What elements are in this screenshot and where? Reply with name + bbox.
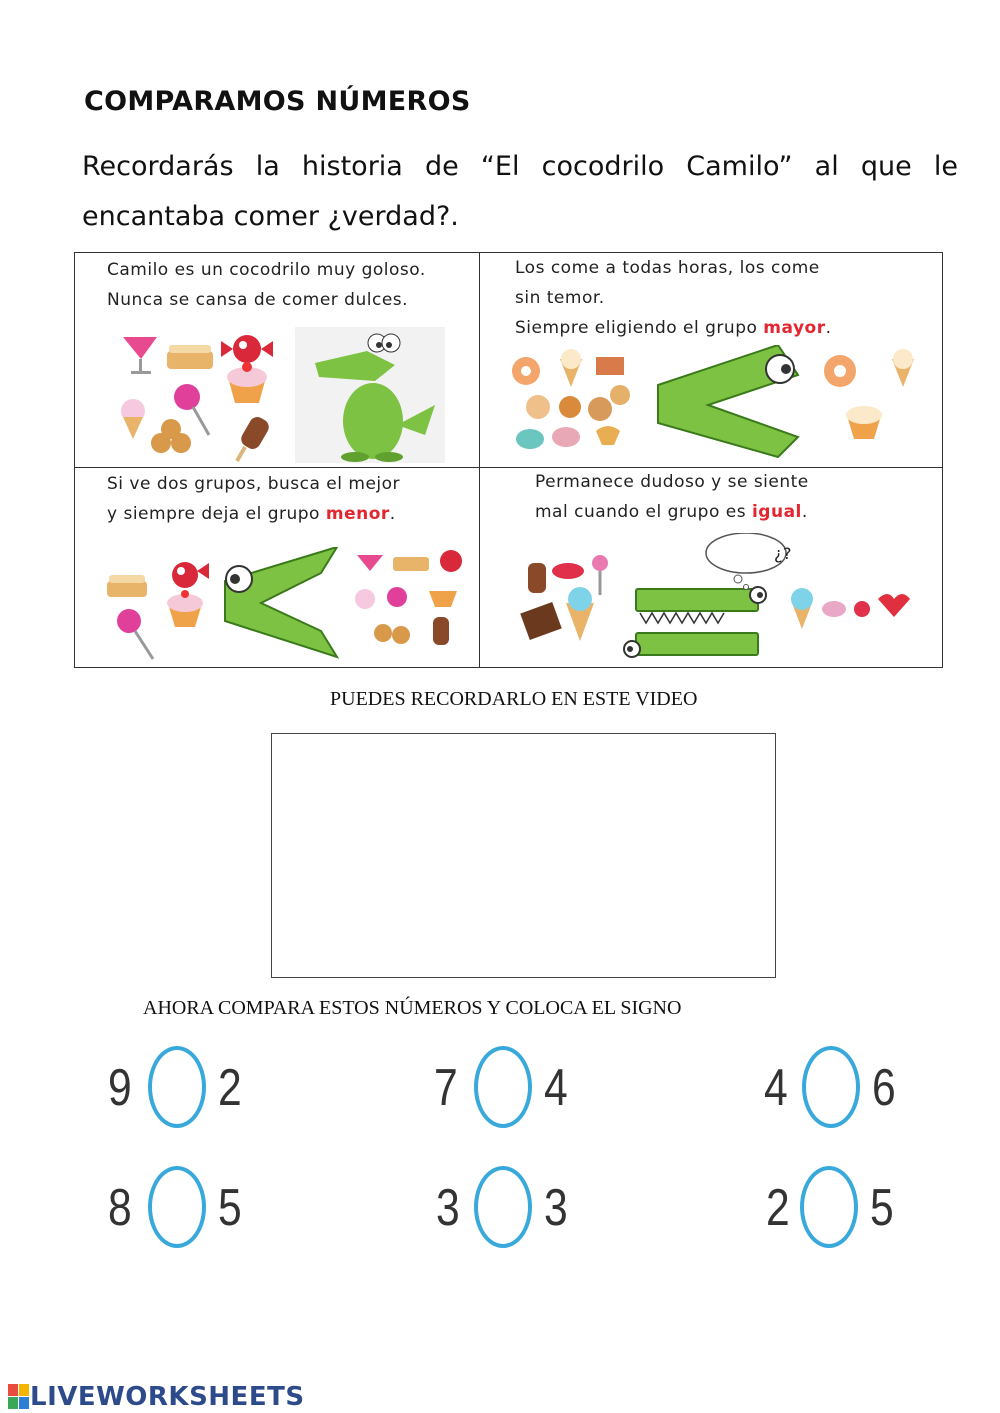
intro-text: Recordarás la historia de “El cocodrilo Camilo” al que le encantaba comer ¿verdad?. (82, 151, 958, 232)
panel1-text (107, 255, 426, 315)
right-number: 5 (870, 1179, 894, 1237)
sweets-and-crocodile-illustration (105, 325, 475, 465)
comparison-3 (764, 1046, 944, 1146)
crocodile-mayor-illustration (508, 345, 940, 461)
right-number: 2 (218, 1059, 242, 1117)
panel1-line1: Camilo es un cocodrilo muy goloso. (107, 260, 426, 280)
story-panel-3 (75, 467, 480, 668)
right-number: 3 (544, 1179, 568, 1237)
panel2-text (515, 253, 832, 343)
right-number: 5 (218, 1179, 242, 1237)
comparison-2 (434, 1046, 614, 1146)
logo-text: LIVEWORKSHEETS (30, 1382, 305, 1412)
panel2-line2: sin temor. (515, 288, 605, 308)
answer-circle[interactable] (474, 1046, 532, 1128)
right-number: 6 (872, 1059, 896, 1117)
video-label: PUEDES RECORDARLO EN ESTE VIDEO (330, 688, 698, 710)
video-placeholder[interactable] (271, 733, 776, 978)
panel1-line2: Nunca se cansa de comer dulces. (107, 290, 409, 310)
thought-bubble-text: ¿? (774, 544, 792, 563)
panel3-line2-prefix: y siempre deja el grupo (107, 504, 320, 524)
story-panel-4 (480, 467, 943, 668)
comparison-6 (766, 1166, 946, 1266)
compare-instruction: AHORA COMPARA ESTOS NÚMEROS Y COLOCA EL SIGNO (143, 997, 682, 1019)
panel4-text (535, 467, 809, 527)
liveworksheets-logo (8, 1382, 305, 1412)
crocodile-igual-illustration (516, 533, 916, 665)
panel3-line1: Si ve dos grupos, busca el mejor (107, 474, 401, 494)
page-title: COMPARAMOS NÚMEROS (84, 86, 471, 117)
panel3-line2 (107, 499, 400, 529)
story-panel-1 (75, 253, 480, 467)
answer-circle[interactable] (148, 1166, 206, 1248)
panel4-line2 (535, 497, 809, 527)
panel2-line3-suffix: . (825, 318, 832, 338)
panel4-line2-prefix: mal cuando el grupo es (535, 502, 747, 522)
left-number: 9 (108, 1059, 132, 1117)
logo-icon (8, 1384, 30, 1410)
story-panel-2 (480, 253, 943, 467)
keyword-menor: menor (325, 504, 390, 524)
comparison-4 (108, 1166, 288, 1266)
comparison-1 (108, 1046, 288, 1146)
panel3-text (107, 469, 400, 529)
panel4-line2-suffix: . (801, 502, 808, 522)
left-number: 8 (108, 1179, 132, 1237)
answer-circle[interactable] (148, 1046, 206, 1128)
left-number: 4 (764, 1059, 788, 1117)
keyword-mayor: mayor (763, 318, 826, 338)
keyword-igual: igual (751, 502, 802, 522)
panel3-line2-suffix: . (389, 504, 396, 524)
answer-circle[interactable] (800, 1166, 858, 1248)
panel2-line1: Los come a todas horas, los come (515, 258, 820, 278)
answer-circle[interactable] (474, 1166, 532, 1248)
panel2-line3-prefix: Siempre eligiendo el grupo (515, 318, 758, 338)
story-panels (74, 252, 943, 668)
panel2-line3 (515, 313, 832, 343)
comparison-5 (436, 1166, 616, 1266)
left-number: 3 (436, 1179, 460, 1237)
left-number: 7 (434, 1059, 458, 1117)
answer-circle[interactable] (802, 1046, 860, 1128)
panel4-line1: Permanece dudoso y se siente (535, 472, 809, 492)
left-number: 2 (766, 1179, 790, 1237)
right-number: 4 (544, 1059, 568, 1117)
crocodile-menor-illustration (101, 547, 475, 665)
